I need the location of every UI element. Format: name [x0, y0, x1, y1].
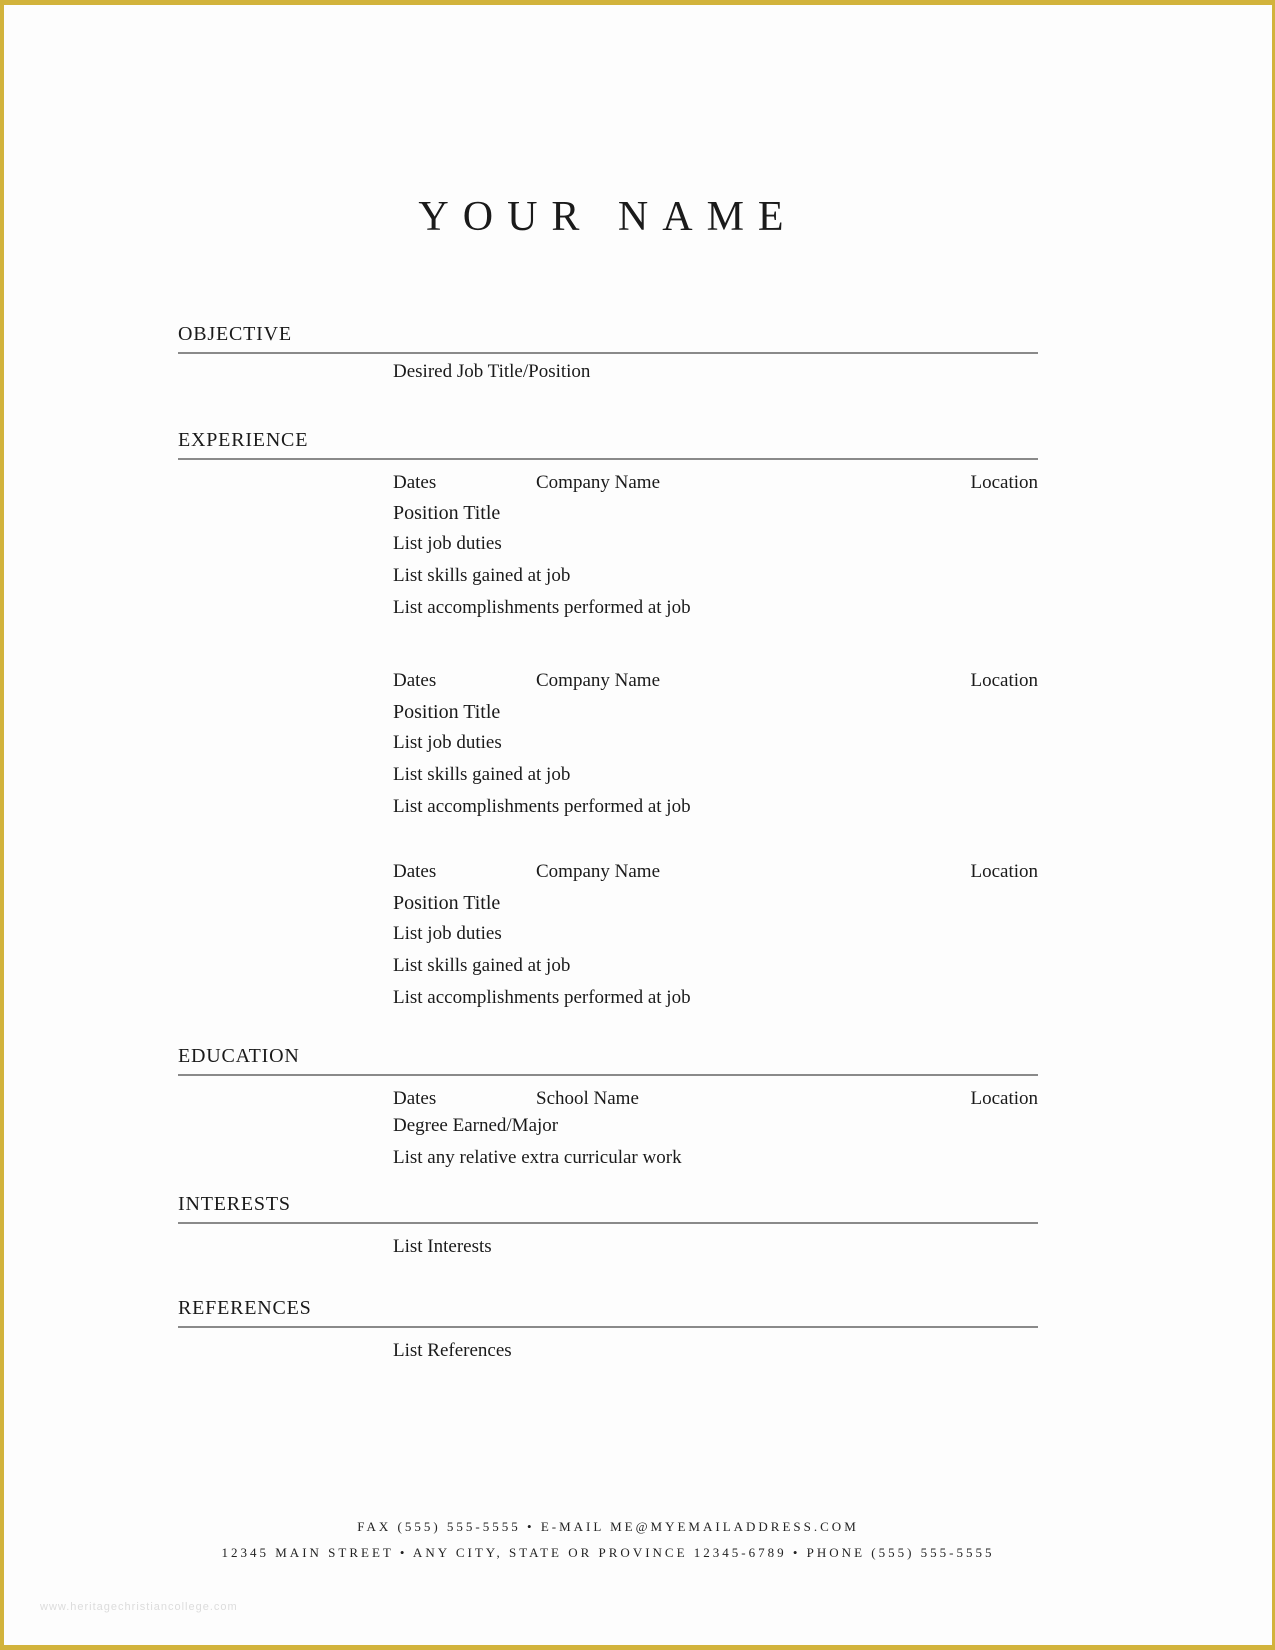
education-header-row [393, 1088, 1038, 1112]
references-content: List References [393, 1340, 512, 1361]
footer-contact-line: FAX (555) 555-5555 • E-MAIL ME@MYEMAILADDRESS.COM [357, 1519, 859, 1534]
job-detail-line: List job duties [393, 533, 502, 554]
job-header-row [393, 670, 1038, 694]
job-detail-line: List accomplishments performed at job [393, 987, 691, 1008]
job-detail-line: List skills gained at job [393, 764, 571, 785]
job-position-title: Position Title [393, 892, 501, 914]
section-heading-education: EDUCATION [178, 1045, 1038, 1076]
footer-address-line: 12345 MAIN STREET • ANY CITY, STATE OR PROVINCE 12345-6789 • PHONE (555) 555-5555 [221, 1545, 995, 1560]
job-detail-line: List skills gained at job [393, 565, 571, 586]
section-heading-objective: OBJECTIVE [178, 323, 1038, 354]
section-heading-interests: INTERESTS [178, 1193, 1038, 1224]
job-header-row [393, 861, 1038, 885]
job-dates: Dates [393, 861, 437, 882]
page-title: YOUR NAME [418, 194, 798, 240]
job-location: Location [970, 670, 1038, 691]
section-heading-experience: EXPERIENCE [178, 429, 1038, 460]
education-extra: List any relative extra curricular work [393, 1147, 682, 1168]
education-school: School Name [536, 1088, 639, 1109]
job-detail-line: List skills gained at job [393, 955, 571, 976]
objective-content: Desired Job Title/Position [393, 361, 591, 382]
job-position-title: Position Title [393, 502, 501, 524]
education-dates: Dates [393, 1088, 437, 1109]
job-detail-line: List accomplishments performed at job [393, 796, 691, 817]
job-detail-line: List job duties [393, 732, 502, 753]
watermark: www.heritagechristiancollege.com [40, 1601, 238, 1613]
job-company: Company Name [536, 670, 661, 691]
job-dates: Dates [393, 472, 437, 493]
job-detail-line: List job duties [393, 923, 502, 944]
job-company: Company Name [536, 472, 661, 493]
job-dates: Dates [393, 670, 437, 691]
education-degree: Degree Earned/Major [393, 1115, 559, 1136]
job-header-row [393, 472, 1038, 496]
interests-content: List Interests [393, 1236, 492, 1257]
job-company: Company Name [536, 861, 661, 882]
education-location: Location [970, 1088, 1038, 1109]
section-heading-references: REFERENCES [178, 1297, 1038, 1328]
job-location: Location [970, 861, 1038, 882]
job-detail-line: List accomplishments performed at job [393, 597, 691, 618]
job-location: Location [970, 472, 1038, 493]
job-position-title: Position Title [393, 701, 501, 723]
